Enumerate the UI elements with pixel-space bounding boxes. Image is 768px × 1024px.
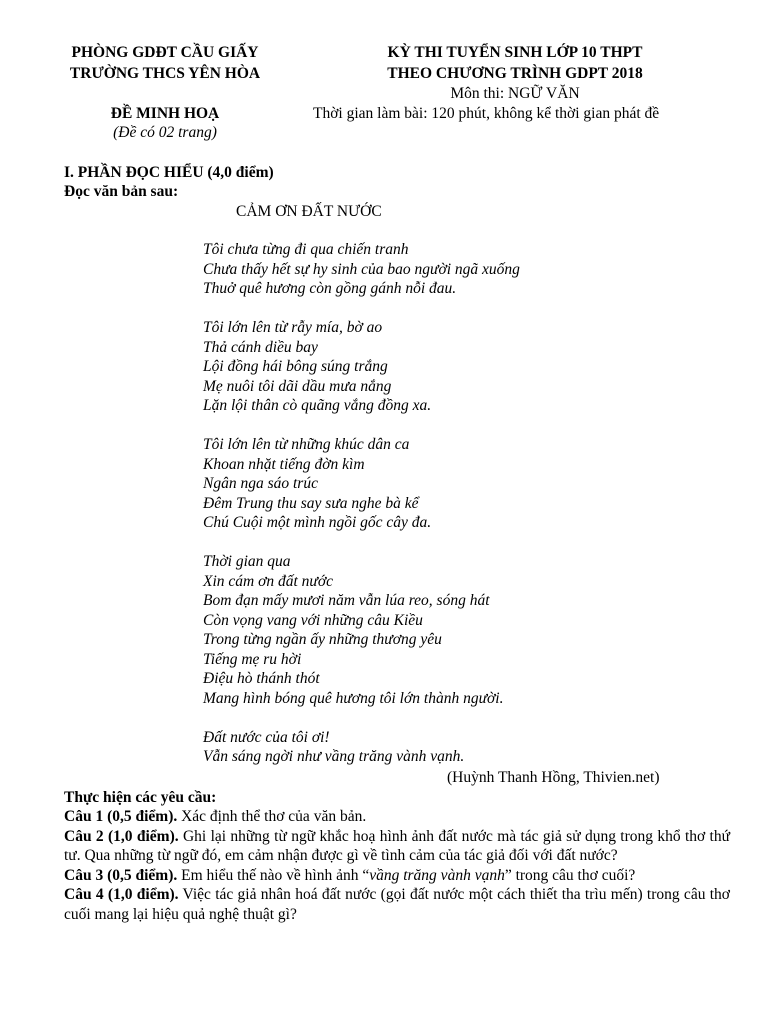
question-list (64, 807, 730, 924)
poem-line: Thả cánh diều bay (203, 338, 318, 356)
poem-line: Điệu hò thánh thót (203, 670, 320, 687)
program-title: THEO CHƯƠNG TRÌNH GDPT 2018 (387, 65, 643, 82)
question-2-text: Ghi lại những từ ngữ khắc hoạ hình ảnh đất nước mà tác giả sử dụng trong khổ thơ thứ tư. Qua những từ ngữ đó, em cảm nhận được gì về tình cảm của tác giả đối với đất nước? (64, 827, 730, 864)
poem-source: (Huỳnh Thanh Hồng, Thivien.net) (447, 769, 660, 786)
poem-title: CẢM ƠN ĐẤT NƯỚC (236, 203, 382, 220)
poem-line: Còn vọng vang với những câu Kiều (203, 611, 423, 629)
poem-line: Bom đạn mấy mươi năm vẫn lúa reo, sóng hát (203, 592, 490, 609)
question-3-label: Câu 3 (0,5 điểm). (64, 866, 178, 884)
section-title: I. PHẦN ĐỌC HIỂU (4,0 điểm) (64, 164, 274, 181)
question-1-label: Câu 1 (0,5 điểm). (64, 808, 178, 825)
poem-line: Lặn lội thân cò quãng vắng đồng xa. (203, 397, 432, 414)
question-4-text: Việc tác giả nhân hoá đất nước (gọi đất nước một cách thiết tha trìu mến) trong câu thơ cuối mang lại hiệu quả nghệ thuật gì? (64, 886, 730, 923)
poem-line: Lội đồng hái bông súng trắng (203, 358, 388, 375)
exam-title: KỲ THI TUYỂN SINH LỚP 10 THPT (387, 44, 643, 61)
poem-line: Đêm Trung thu say sưa nghe bà kể (203, 494, 419, 512)
poem-line: Thời gian qua (203, 553, 291, 570)
section-instruction: Đọc văn bản sau: (64, 183, 179, 200)
pages-note: (Đề có 02 trang) (113, 124, 217, 141)
question-1 (64, 807, 730, 827)
poem-line: Mẹ nuôi tôi dãi dầu mưa nắng (203, 377, 392, 395)
poem-body (203, 240, 723, 767)
poem-line: Thuở quê hương còn gồng gánh nỗi đau. (203, 280, 457, 297)
question-3-quote: vầng trăng vành vạnh (369, 866, 505, 884)
question-3-text-after: ” trong câu thơ cuối? (504, 866, 636, 884)
school-name: TRƯỜNG THCS YÊN HÒA (69, 65, 261, 82)
poem-line: Tôi lớn lên từ những khúc dân ca (203, 436, 410, 453)
poem-line: Đất nước của tôi ơi! (203, 728, 330, 746)
poem-line: Ngân nga sáo trúc (203, 475, 318, 492)
poem-line: Chưa thấy hết sự hy sinh của bao người ngã xuống (203, 260, 520, 278)
poem-line: Tôi chưa từng đi qua chiến tranh (203, 241, 409, 258)
department-name: PHÒNG GDĐT CẦU GIẤY (71, 44, 259, 61)
poem-line: Chú Cuội một mình ngồi gốc cây đa. (203, 514, 432, 531)
question-4 (64, 885, 730, 924)
poem-line: Xin cám ơn đất nước (203, 572, 334, 590)
exam-label: ĐỀ MINH HOẠ (110, 105, 220, 122)
poem-line: Khoan nhặt tiếng đờn kìm (203, 455, 365, 473)
question-4-label: Câu 4 (1,0 điểm). (64, 886, 179, 903)
question-3 (64, 866, 730, 886)
poem-line: Vẫn sáng ngời như vầng trăng vành vạnh. (203, 748, 465, 765)
time-line: Thời gian làm bài: 120 phút, không kể thời gian phát đề (313, 105, 660, 122)
question-3-text-before: Em hiểu thế nào về hình ảnh “ (177, 866, 370, 884)
poem-line: Tiếng mẹ ru hời (203, 650, 302, 668)
question-1-text: Xác định thể thơ của văn bản. (177, 808, 367, 825)
subject-line: Môn thi: NGỮ VĂN (450, 85, 580, 102)
tasks-heading: Thực hiện các yêu cầu: (64, 789, 217, 806)
question-2-label: Câu 2 (1,0 điểm). (64, 827, 179, 845)
poem-line: Tôi lớn lên từ rẫy mía, bờ ao (203, 319, 383, 336)
question-2 (64, 827, 730, 866)
poem-line: Trong từng ngần ấy những thương yêu (203, 631, 442, 648)
poem-line: Mang hình bóng quê hương tôi lớn thành người. (203, 689, 504, 707)
